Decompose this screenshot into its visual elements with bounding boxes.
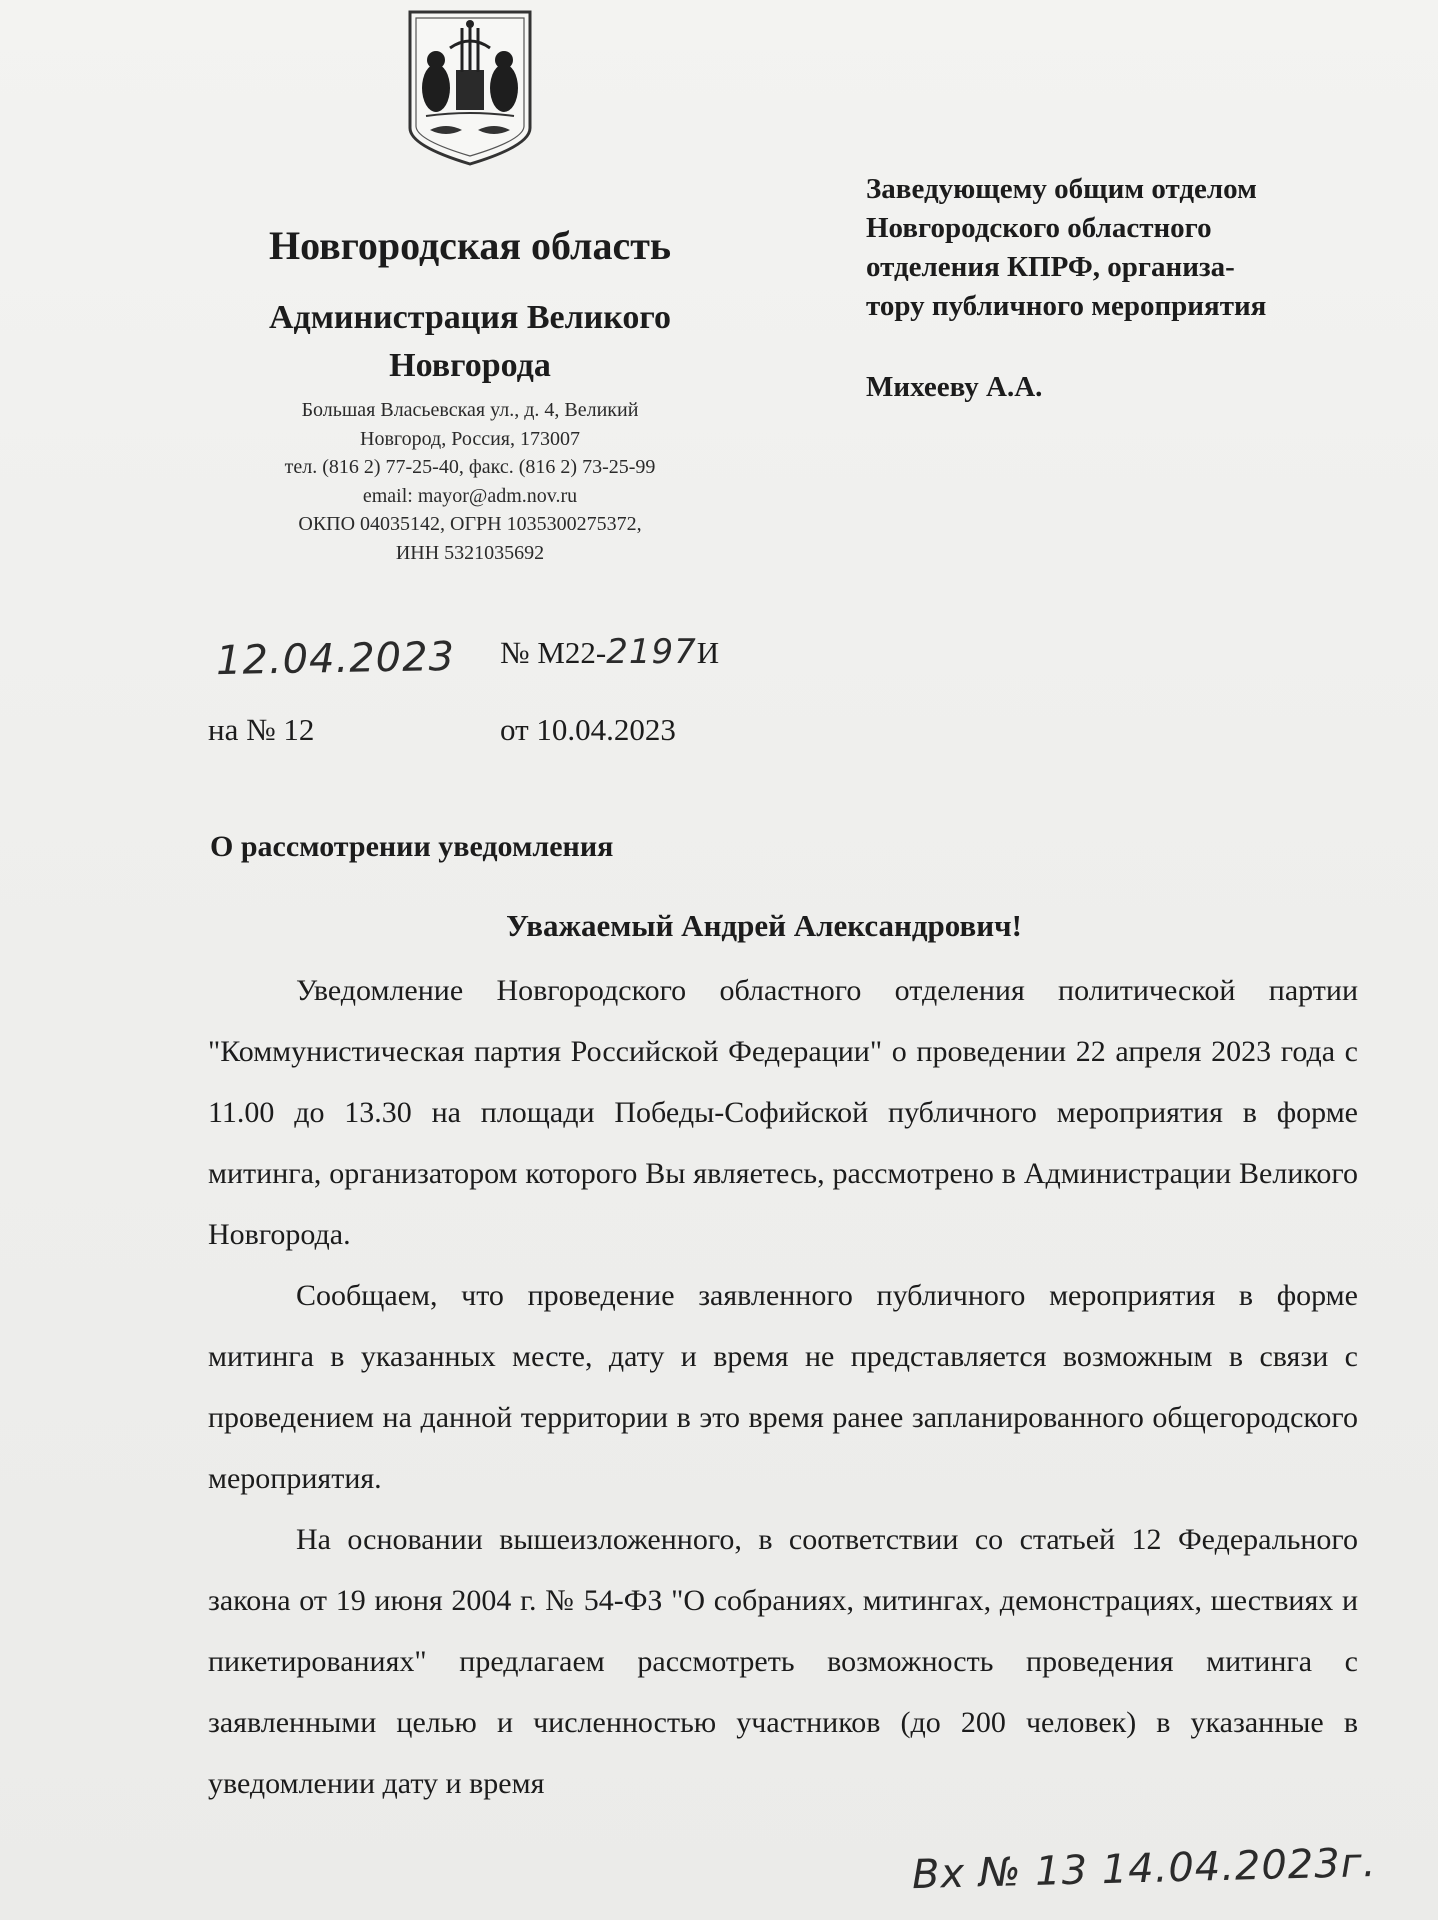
- registration-number-prefix: № М22-: [500, 635, 607, 670]
- reference-date: от 10.04.2023: [500, 712, 676, 747]
- coat-of-arms-emblem: [406, 8, 534, 168]
- administration-name: [200, 294, 740, 390]
- contact-line: Большая Власьевская ул., д. 4, Великий: [301, 399, 639, 421]
- letter-subject: О рассмотрении уведомления: [210, 830, 614, 863]
- organization-contacts: [200, 396, 740, 567]
- body-paragraph: Уведомление Новгородского областного отделения политической партии "Коммунистическая партия Российской Федерации" о проведении 22 апреля 2023 года с 11.00 до 13.30 на площади Победы-Софийской публичного мероприятия в форме митинга, организатором которого Вы являетесь, рассмотрено в Администрации Великого Новгорода.: [208, 974, 1358, 1251]
- registration-number-handwritten: 2197: [606, 632, 697, 672]
- addressee-line: отделения КПРФ, организа-: [866, 251, 1235, 283]
- body-paragraph: На основании вышеизложенного, в соответствии со статьей 12 Федерального закона от 19 июня 2004 г. № 54-ФЗ "О собраниях, митингах, демонстрациях, шествиях и пикетированиях" предлагаем рассмотреть возможность проведения митинга с заявленными целью и численностью участников (до 200 человек) в указанные в уведомлении дату и время: [208, 1523, 1358, 1800]
- registration-date-handwritten: 12.04.2023: [215, 633, 456, 685]
- coat-of-arms-icon: [406, 8, 534, 168]
- contact-line: ИНН 5321035692: [395, 541, 545, 564]
- contact-line: ОКПО 04035142, ОГРН 1035300275372,: [298, 513, 642, 535]
- registration-number-suffix: И: [696, 635, 720, 670]
- addressee-line: Заведующему общим отделом: [866, 173, 1257, 205]
- administration-name-line: Новгорода: [389, 347, 551, 384]
- addressee-name: Михееву А.А.: [866, 371, 1043, 403]
- addressee-line: Новгородского областного: [866, 212, 1212, 244]
- letter-greeting: Уважаемый Андрей Александрович!: [506, 908, 1022, 943]
- contact-line: тел. (816 2) 77-25-40, факс. (816 2) 73-25-99: [284, 456, 656, 478]
- contact-line: email: mayor@adm.nov.ru: [362, 484, 578, 507]
- reference-number: на № 12: [208, 712, 315, 747]
- letter-body: [208, 960, 1358, 1814]
- registration-number: [500, 632, 719, 672]
- incoming-registration-note: Вх № 13 14.04.2023г.: [911, 1839, 1378, 1899]
- addressee-block: [866, 170, 1386, 407]
- region-name: Новгородская область: [268, 223, 672, 268]
- contact-line: Новгород, Россия, 173007: [360, 427, 580, 450]
- body-paragraph: Сообщаем, что проведение заявленного публичного мероприятия в форме митинга в указанных месте, дату и время не представляется возможным в связи с проведением на данной территории в это время ранее запланированного общегородского мероприятия.: [208, 1279, 1358, 1495]
- administration-name-line: Администрация Великого: [268, 299, 672, 336]
- addressee-line: тору публичного мероприятия: [866, 290, 1267, 322]
